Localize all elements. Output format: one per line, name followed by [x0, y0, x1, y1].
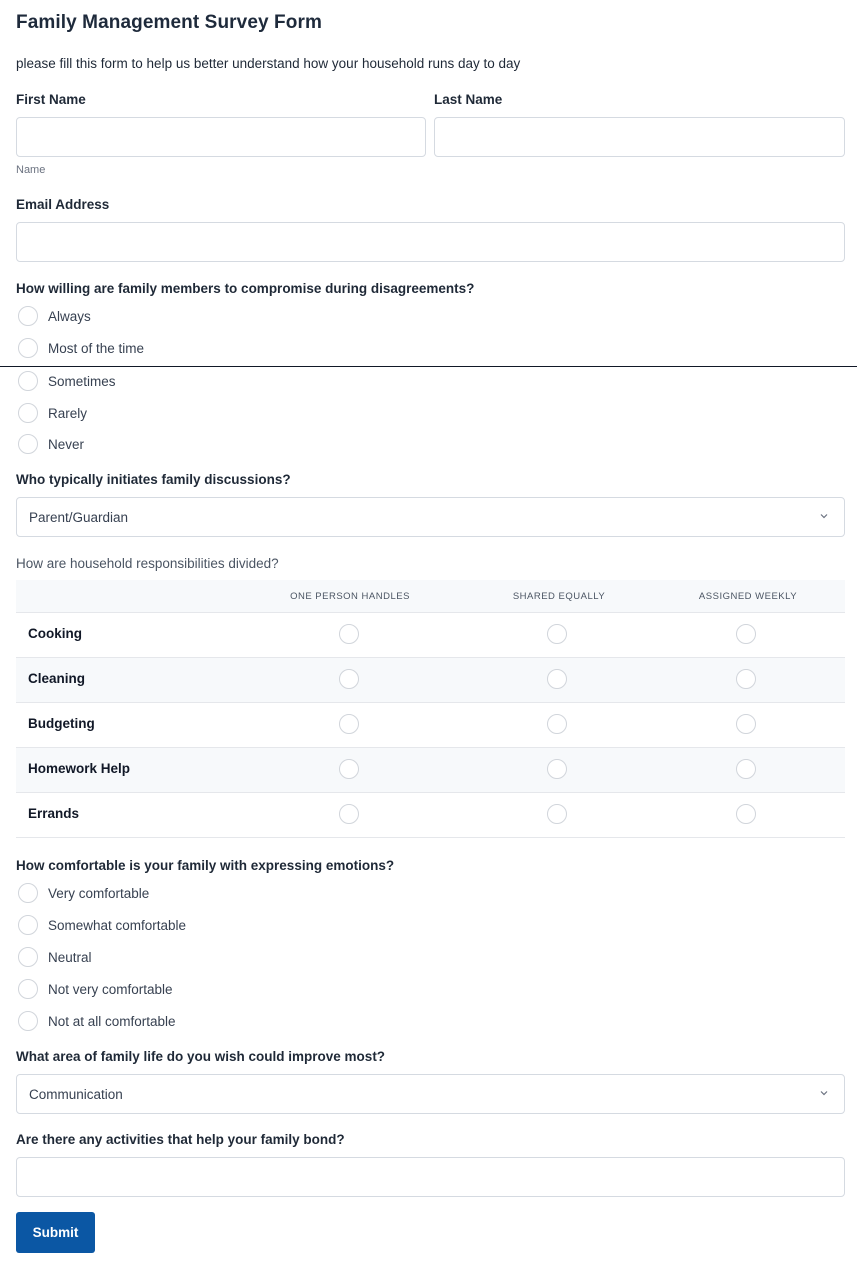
divider-line [0, 366, 857, 367]
option-label: Neutral [48, 949, 92, 965]
radio-button[interactable] [736, 669, 756, 689]
matrix-row-cooking [16, 613, 845, 658]
option-label: Rarely [48, 405, 88, 421]
row-label: Errands [28, 806, 80, 821]
chevron-down-icon [818, 510, 830, 522]
matrix-header [16, 580, 845, 613]
radio-button[interactable] [18, 979, 38, 999]
option-label: Always [48, 308, 91, 324]
select-value: Parent/Guardian [29, 509, 129, 525]
radio-button[interactable] [339, 759, 359, 779]
column-header: SHARED EQUALLY [512, 591, 606, 602]
radio-button[interactable] [18, 434, 38, 454]
emotions-question-label: How comfortable is your family with expressing emotions? [16, 858, 395, 873]
initiates-question-label: Who typically initiates family discussions? [16, 472, 291, 487]
form-title: Family Management Survey Form [16, 12, 322, 33]
radio-button[interactable] [736, 714, 756, 734]
radio-button[interactable] [18, 947, 38, 967]
compromise-option-never[interactable] [16, 433, 84, 455]
radio-button[interactable] [547, 804, 567, 824]
radio-button[interactable] [547, 624, 567, 644]
compromise-option-rarely[interactable] [16, 402, 87, 424]
radio-button[interactable] [18, 1011, 38, 1031]
submit-button[interactable]: Submit [16, 1212, 95, 1253]
emotions-option-not-very-comfortable[interactable] [16, 978, 173, 1000]
radio-button[interactable] [547, 759, 567, 779]
first-name-input[interactable] [16, 117, 426, 157]
radio-button[interactable] [339, 624, 359, 644]
radio-button[interactable] [547, 714, 567, 734]
last-name-input[interactable] [434, 117, 845, 157]
emotions-option-very-comfortable[interactable] [16, 882, 149, 904]
chevron-down-icon [818, 1087, 830, 1099]
row-label: Homework Help [28, 761, 131, 776]
column-header: ONE PERSON HANDLES [290, 591, 410, 602]
last-name-label: Last Name [434, 92, 503, 107]
compromise-option-most-of-the-time[interactable] [16, 337, 144, 359]
compromise-option-always[interactable] [16, 305, 91, 327]
option-label: Never [48, 436, 85, 452]
form-description: please fill this form to help us better understand how your household runs day to day [16, 56, 521, 71]
compromise-question-label: How willing are family members to compromise during disagreements? [16, 281, 475, 296]
row-label: Cleaning [28, 671, 86, 686]
initiates-select[interactable] [16, 497, 845, 537]
radio-button[interactable] [18, 371, 38, 391]
option-label: Not very comfortable [48, 981, 173, 997]
responsibilities-matrix [16, 580, 845, 838]
radio-button[interactable] [18, 306, 38, 326]
name-hint: Name [16, 164, 46, 176]
matrix-row-homework-help [16, 748, 845, 793]
responsibilities-question-label: How are household responsibilities divided? [16, 556, 279, 571]
row-label: Cooking [28, 626, 82, 641]
radio-button[interactable] [339, 669, 359, 689]
activities-input[interactable] [16, 1157, 845, 1197]
matrix-row-cleaning [16, 658, 845, 703]
option-label: Not at all comfortable [48, 1013, 176, 1029]
radio-button[interactable] [736, 759, 756, 779]
email-label: Email Address [16, 197, 110, 212]
matrix-row-budgeting [16, 703, 845, 748]
column-header: ASSIGNED WEEKLY [698, 591, 798, 602]
activities-question-label: Are there any activities that help your family bond? [16, 1132, 345, 1147]
radio-button[interactable] [736, 804, 756, 824]
row-label: Budgeting [28, 716, 95, 731]
radio-button[interactable] [339, 714, 359, 734]
radio-button[interactable] [18, 915, 38, 935]
radio-button[interactable] [18, 403, 38, 423]
select-value: Communication [29, 1086, 123, 1102]
compromise-option-sometimes[interactable] [16, 370, 116, 392]
email-input[interactable] [16, 222, 845, 262]
radio-button[interactable] [18, 883, 38, 903]
emotions-option-neutral[interactable] [16, 946, 92, 968]
emotions-option-not-at-all-comfortable[interactable] [16, 1010, 176, 1032]
option-label: Very comfortable [48, 885, 150, 901]
option-label: Most of the time [48, 340, 145, 356]
emotions-option-somewhat-comfortable[interactable] [16, 914, 186, 936]
radio-button[interactable] [547, 669, 567, 689]
matrix-row-errands [16, 793, 845, 838]
first-name-label: First Name [16, 92, 86, 107]
radio-button[interactable] [736, 624, 756, 644]
option-label: Sometimes [48, 373, 116, 389]
improve-question-label: What area of family life do you wish could improve most? [16, 1049, 386, 1064]
radio-button[interactable] [339, 804, 359, 824]
radio-button[interactable] [18, 338, 38, 358]
improve-select[interactable] [16, 1074, 845, 1114]
option-label: Somewhat comfortable [48, 917, 187, 933]
